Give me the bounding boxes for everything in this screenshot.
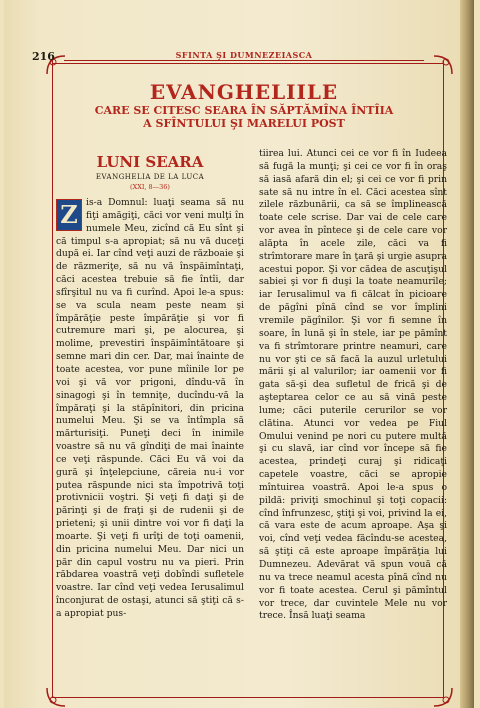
section-title: LUNI SEARA — [96, 153, 204, 171]
drop-cap: Z — [56, 199, 82, 231]
page-subtitle — [74, 104, 414, 130]
subtitle-line: CARE SE CITESC SEARA ÎN SĂPTĂMÎNA ÎNTÎIA — [94, 104, 394, 117]
book-binding — [460, 0, 474, 708]
ornament-corner-icon — [432, 54, 454, 76]
body-text-left: is-a Domnul: luaţi seama să nu fiţi amăgiţi, căci vor veni mulţi în numele Meu, zicînd că Eu sînt şi că timpul s-a apropiat; să nu vă duceţi după ei. Iar cînd veţi auzi de războaie şi de răzmeriţe, să nu vă înspăimîntaţi, căci acestea trebuie să fie întîi, dar sfîrşitul nu va fi curînd. Apoi le-a spus: se va scula neam peste neam şi împărăţie peste împărăţie şi vor fi cutremure mari şi, pe alocurea, şi molime, prevestiri înspăimîntătoare şi semne mari din cer. Dar, mai înainte de toate acestea, vor pune mîinile lor pe voi şi vă vor prigoni, dîndu-vă în sinagogi şi în temniţe, ducîndu-vă la împăraţi şi la stăpînitori, din pricina numelui Meu. Şi se va întîmpla să mărturisiţi. Puneţi deci în inimile voastre să nu vă gîndiţi de mai înainte ce veţi răspunde. Căci Eu vă voi da gură şi înţelepciune, căreia nu-i vor putea răspunde nici sta împotrivă toţi protivnicii voştri. Şi veţi fi daţi şi de părinţi şi de fraţi şi de rudenii şi de prieteni; şi unii dintre voi vor fi daţi la moarte. Şi veţi fi urîţi de toţi oamenii, din pricina numelui Meu. Dar nici un păr din capul vostru nu va pieri. Prin răbdarea voastră veţi dobîndi sufletele voastre. Iar cînd veţi vedea Ierusalimul înconjurat de ostaşi, atunci să ştiţi că s-a apropiat pus- — [56, 197, 244, 619]
page-number: 216 — [32, 50, 55, 63]
text-column-right — [259, 148, 447, 623]
page — [4, 0, 474, 708]
frame-bottom-rule — [52, 697, 444, 698]
gospel-name: EVANGHELIA DE LA LUCA — [95, 173, 205, 181]
running-head: SFINTA ŞI DUMNEZEIASCA — [175, 50, 313, 60]
frame-top-rule — [52, 63, 444, 64]
subtitle-line: A SFÎNTULUI ŞI MARELUI POST — [143, 117, 345, 130]
body-paragraph — [56, 197, 244, 621]
ornament-corner-icon — [432, 686, 454, 708]
text-column-left — [56, 148, 244, 621]
running-head-rule — [64, 60, 424, 61]
page-title: EVANGHELIILE — [149, 80, 339, 104]
body-text-right: tiirea lui. Atunci cei ce vor fi în Iudeea să fugă la munţi; şi cei ce vor fi în oraş să iasă afară din el; şi cei ce vor fi prin sate să nu intre în el. Căci acestea sînt zilele răzbunării, ca să se împlinească toate cele scrise. Dar vai de cele care vor avea în pîntece şi de cele care vor alăpta în acele zile, căci va fi strîmtorare mare în ţară şi urgie asupra acestui popor. Şi vor cădea de ascuţişul sabiei şi vor fi duşi la toate neamurile; iar Ierusalimul va fi călcat în picioare de păgîni pînă cînd se vor împlini vremile păgînilor. Şi vor fi semne în soare, în lună şi în stele, iar pe pămînt va fi strîmtorare printre neamuri, care nu vor şti ce să facă la auzul urletului mării şi al valurilor; iar oamenii vor fi gata să-şi dea sufletul de frică şi de aşteptarea celor ce au să vină peste lume; căci puterile cerurilor se vor clătina. Atunci vor vedea pe Fiul Omului venind pe nori cu putere multă şi cu slavă, iar cînd vor începe să fie acestea, prindeţi curaj şi ridicaţi capetele voastre, căci se apropie mîntuirea voastră. Apoi le-a spus o pildă: priviţi smochinul şi toţi copacii: cînd înfrunzesc, ştiţi şi voi, privind la ei, că vara este de acum aproape. Aşa şi voi, cînd veţi vedea făcîndu-se acestea, să ştiţi că este aproape împărăţia lui Dumnezeu. Adevărat vă spun vouă că nu va trece neamul acesta pînă cînd nu vor fi toate acestea. Cerul şi pămîntul vor trece, dar cuvintele Mele nu vor trece. Însă luaţi seama — [259, 148, 447, 622]
frame-left-rule — [52, 60, 53, 698]
scripture-reference: (XXI, 8—36) — [130, 183, 170, 191]
ornament-corner-icon — [45, 686, 67, 708]
section-heading — [56, 154, 244, 192]
